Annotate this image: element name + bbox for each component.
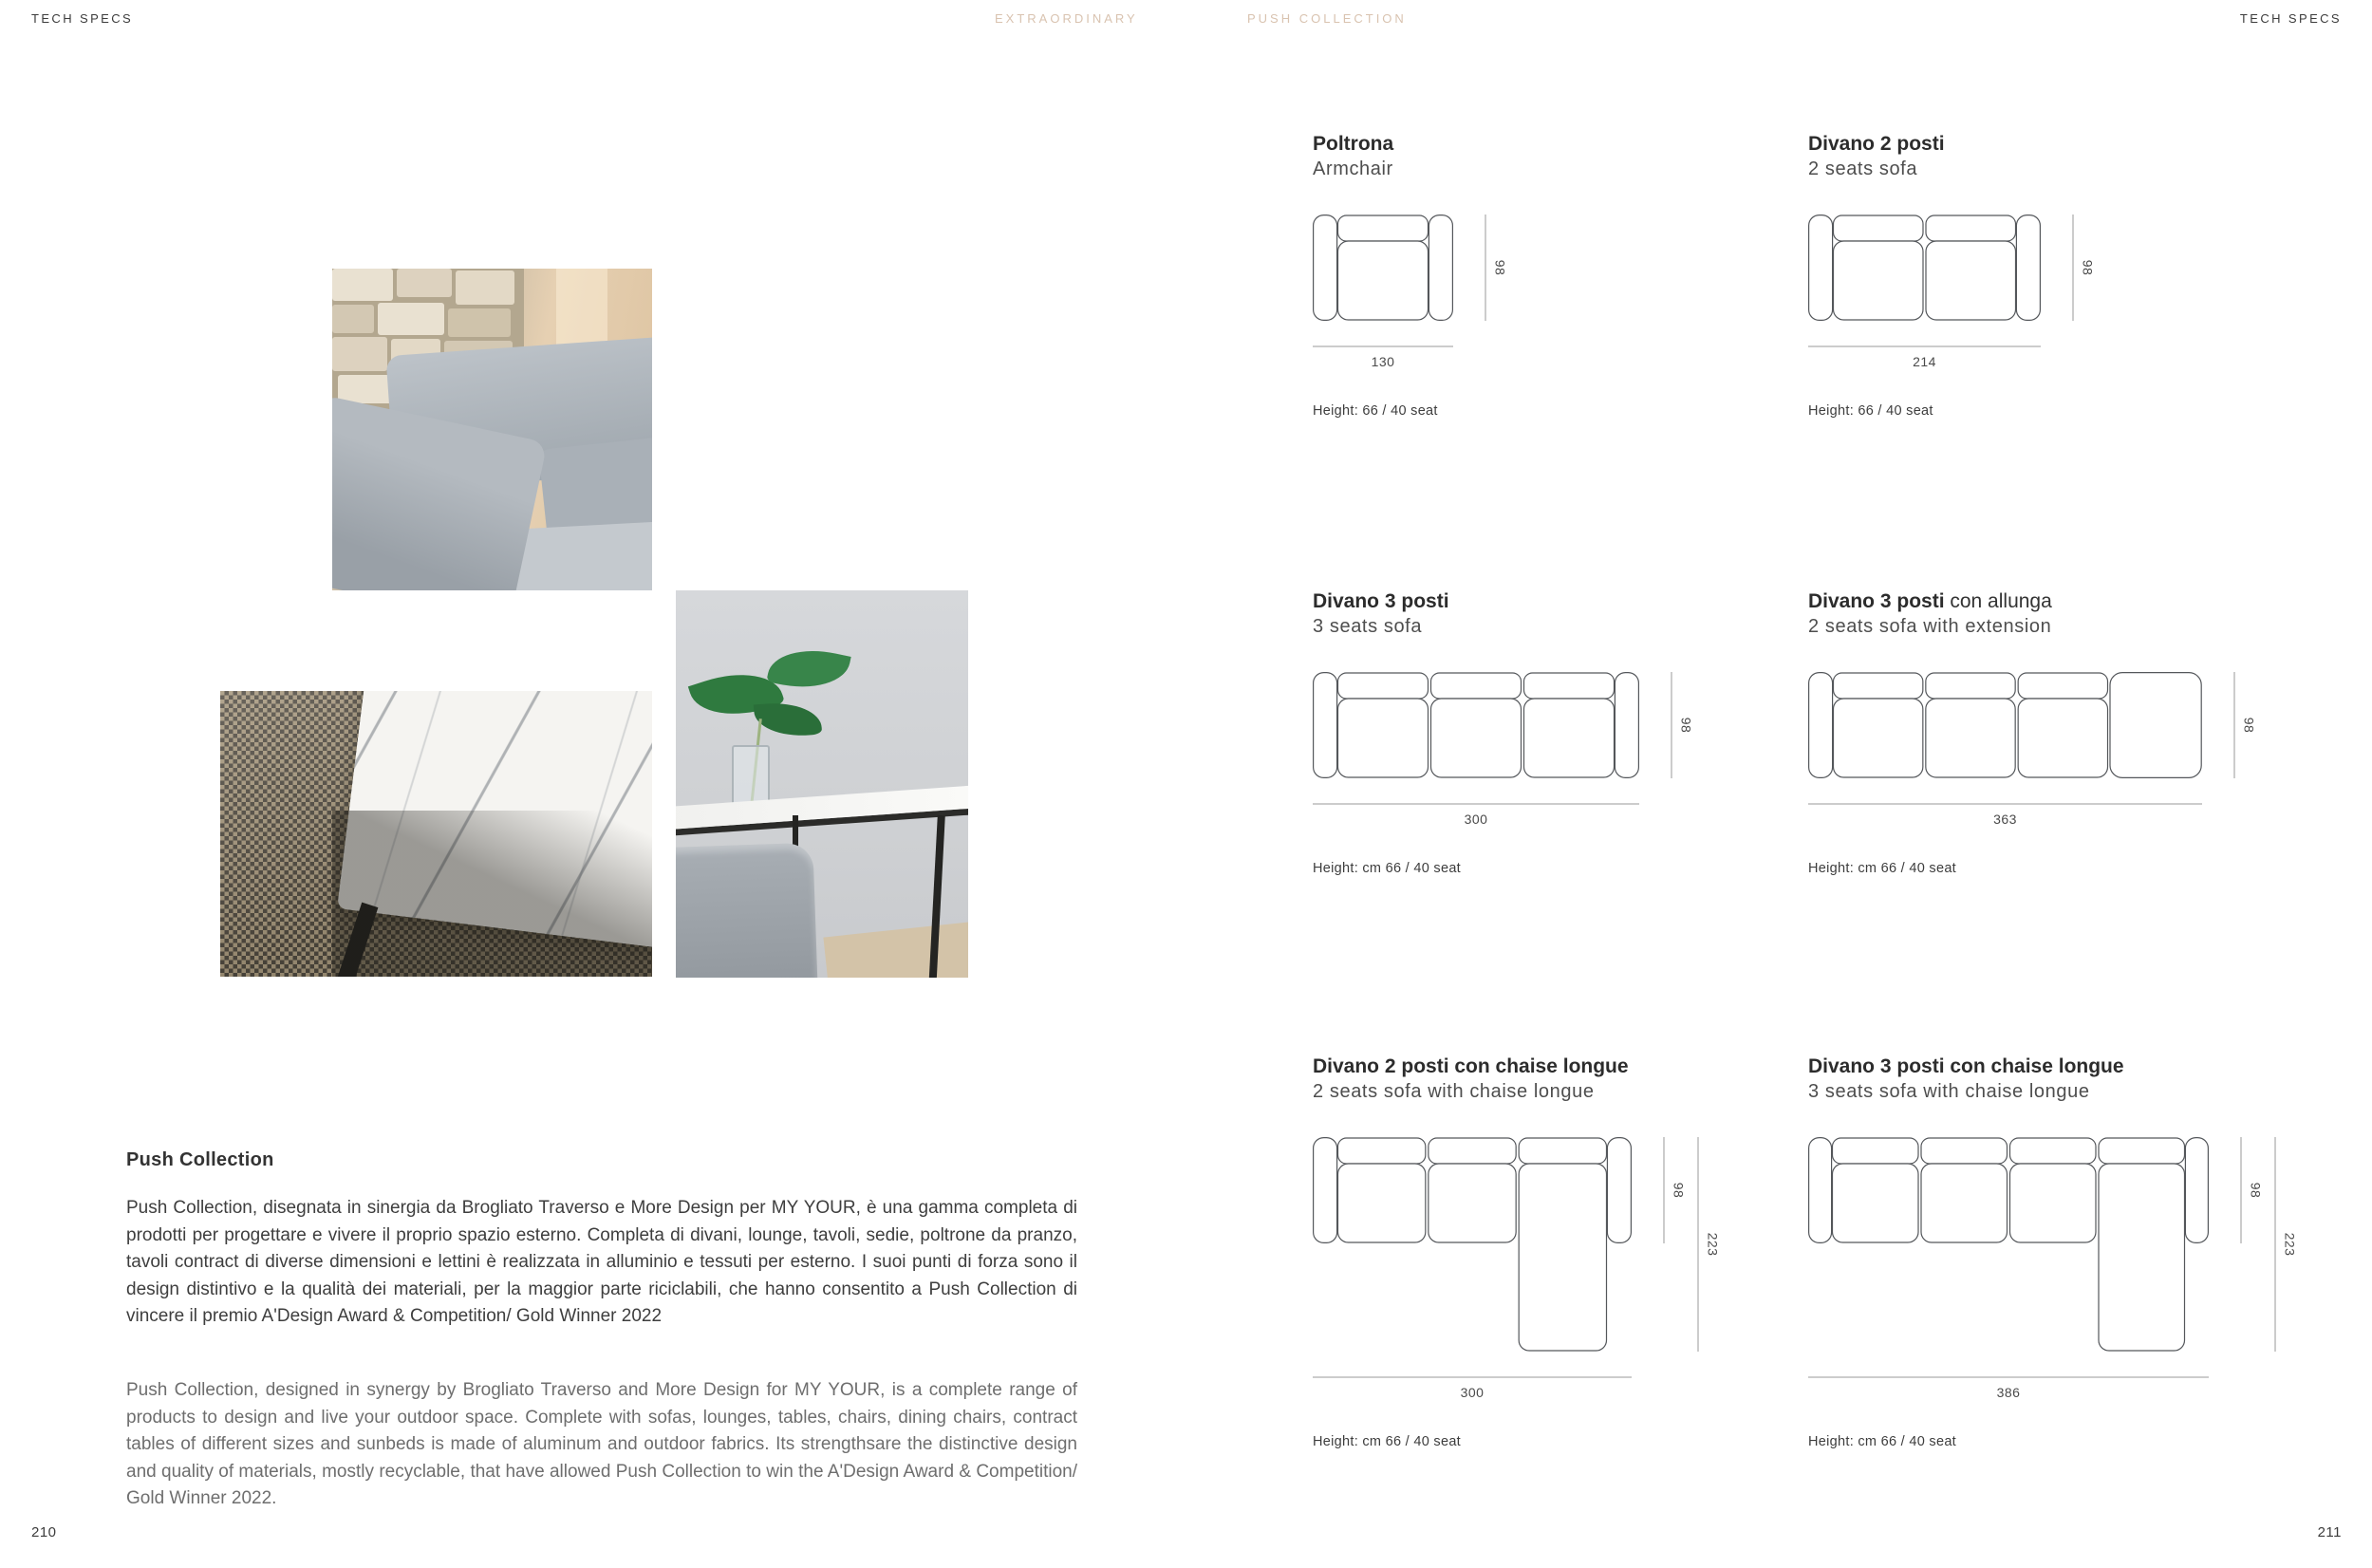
product-height-note: Height: cm 66 / 40 seat (1808, 1434, 1957, 1449)
header-extraordinary: EXTRAORDINARY (995, 11, 1138, 26)
svg-text:98: 98 (1678, 717, 1694, 734)
svg-text:98: 98 (2080, 259, 2096, 276)
svg-text:223: 223 (2282, 1232, 2298, 1257)
svg-text:214: 214 (1913, 354, 1936, 369)
dining-chair-graphic (676, 843, 819, 978)
sofa-outline (1809, 215, 2041, 321)
drawing-slot (1808, 672, 2292, 846)
table-shadow-graphic (332, 811, 652, 977)
floor-graphic (824, 918, 968, 978)
drawing-slot (1313, 672, 1797, 846)
product-title: Divano 3 posti con chaise longue (1808, 1055, 2124, 1077)
svg-text:300: 300 (1464, 812, 1488, 827)
sofa-top-view-drawing (1313, 1137, 1734, 1414)
photo-marble-table-houndstooth (220, 691, 652, 977)
drawing-slot (1808, 1137, 2298, 1419)
svg-text:300: 300 (1460, 1385, 1485, 1400)
sofa-top-view-drawing (1313, 672, 1708, 841)
page-number-left: 210 (31, 1524, 57, 1540)
sofa-top-view-drawing (1313, 215, 1522, 383)
sofa-top-view-drawing (1808, 1137, 2311, 1414)
collection-paragraph-italian: Push Collection, disegnata in sinergia da Brogliato Traverso e More Design per MY YOUR, è una gamma completa di prodotti per progettare e vivere il proprio spazio esterno. Completa di divani, lounge, tavoli, sedie, poltrone da pranzo, tavoli contract di diverse dimensioni e lettini è realizzata in alluminio e tessuti per esterno. I suoi punti di forza sono il design distintivo e la qualità dei materiali, per la maggior parte riciclabili, che hanno consentito a Push Collection di vincere il premio A'Design Award & Competition/ Gold Winner 2022 (126, 1198, 1077, 1326)
product-card (1808, 133, 2292, 433)
product-card (1808, 1055, 2298, 1464)
product-subtitle: 2 seats sofa (1808, 159, 1918, 179)
photo-dining-table-plant (676, 590, 968, 978)
product-title: Divano 3 posti (1313, 590, 1449, 612)
product-title: Divano 2 posti (1808, 133, 1945, 155)
product-subtitle: 2 seats sofa with extension (1808, 616, 2052, 637)
product-card (1313, 590, 1797, 890)
stone-block-graphic (332, 337, 387, 371)
sofa-outline (1809, 1138, 2209, 1351)
stone-block-graphic (332, 305, 374, 333)
sofa-outline (1314, 215, 1453, 321)
product-card (1313, 133, 1797, 433)
header-tech-specs-left: TECH SPECS (31, 11, 134, 26)
product-height-note: Height: cm 66 / 40 seat (1808, 861, 1957, 876)
collection-heading: Push Collection (126, 1148, 274, 1170)
product-title: Divano 2 posti con chaise longue (1313, 1055, 1629, 1077)
drawing-slot (1313, 215, 1797, 388)
svg-text:130: 130 (1371, 354, 1395, 369)
header-push-collection: PUSH COLLECTION (1247, 11, 1407, 26)
svg-text:98: 98 (2248, 1182, 2264, 1199)
product-title: Poltrona (1313, 133, 1394, 155)
svg-text:98: 98 (2241, 717, 2257, 734)
svg-text:223: 223 (1705, 1232, 1721, 1257)
page-number-right: 211 (2317, 1524, 2342, 1540)
sofa-outline (1314, 1138, 1632, 1351)
plant-leaf-graphic (754, 700, 822, 739)
stone-block-graphic (397, 269, 452, 297)
product-subtitle: 3 seats sofa (1313, 616, 1423, 637)
product-subtitle: 3 seats sofa with chaise longue (1808, 1081, 2090, 1102)
product-subtitle: 2 seats sofa with chaise longue (1313, 1081, 1595, 1102)
product-height-note: Height: cm 66 / 40 seat (1313, 861, 1462, 876)
svg-text:386: 386 (1996, 1385, 2021, 1400)
product-height-note: Height: 66 / 40 seat (1808, 403, 1933, 419)
product-height-note: Height: cm 66 / 40 seat (1313, 1434, 1462, 1449)
sofa-outline (1314, 673, 1639, 778)
sofa-outline (1809, 673, 2202, 778)
svg-text:98: 98 (1492, 259, 1508, 276)
header-tech-specs-right: TECH SPECS (2239, 11, 2342, 26)
sofa-top-view-drawing (1808, 672, 2270, 841)
drawing-slot (1313, 1137, 1797, 1419)
collection-paragraph-english: Push Collection, designed in synergy by Brogliato Traverso and More Design for MY YOUR, is a complete range of products to design and live your outdoor space. Complete with sofas, lounges, tables, chairs, dining chairs, contract tables of different sizes and sunbeds is made of aluminum and outdoor fabrics. Its strengthsare the distinctive design and quality of materials, mostly recyclable, that have allowed Push Collection to win the A'Design Award & Competition/ Gold Winner 2022. (126, 1380, 1077, 1508)
product-height-note: Height: 66 / 40 seat (1313, 403, 1438, 419)
product-title: Divano 3 posti con allunga (1808, 590, 2052, 612)
stone-block-graphic (378, 303, 444, 335)
product-card (1808, 590, 2292, 890)
svg-text:363: 363 (1993, 812, 2017, 827)
photo-outdoor-sofa-stone-wall (332, 269, 652, 590)
stone-block-graphic (332, 269, 393, 301)
stone-block-graphic (448, 308, 511, 337)
stone-block-graphic (456, 271, 514, 305)
drawing-slot (1808, 215, 2292, 388)
svg-text:98: 98 (1671, 1182, 1687, 1199)
product-card (1313, 1055, 1797, 1464)
product-subtitle: Armchair (1313, 159, 1393, 179)
sofa-top-view-drawing (1808, 215, 2109, 383)
